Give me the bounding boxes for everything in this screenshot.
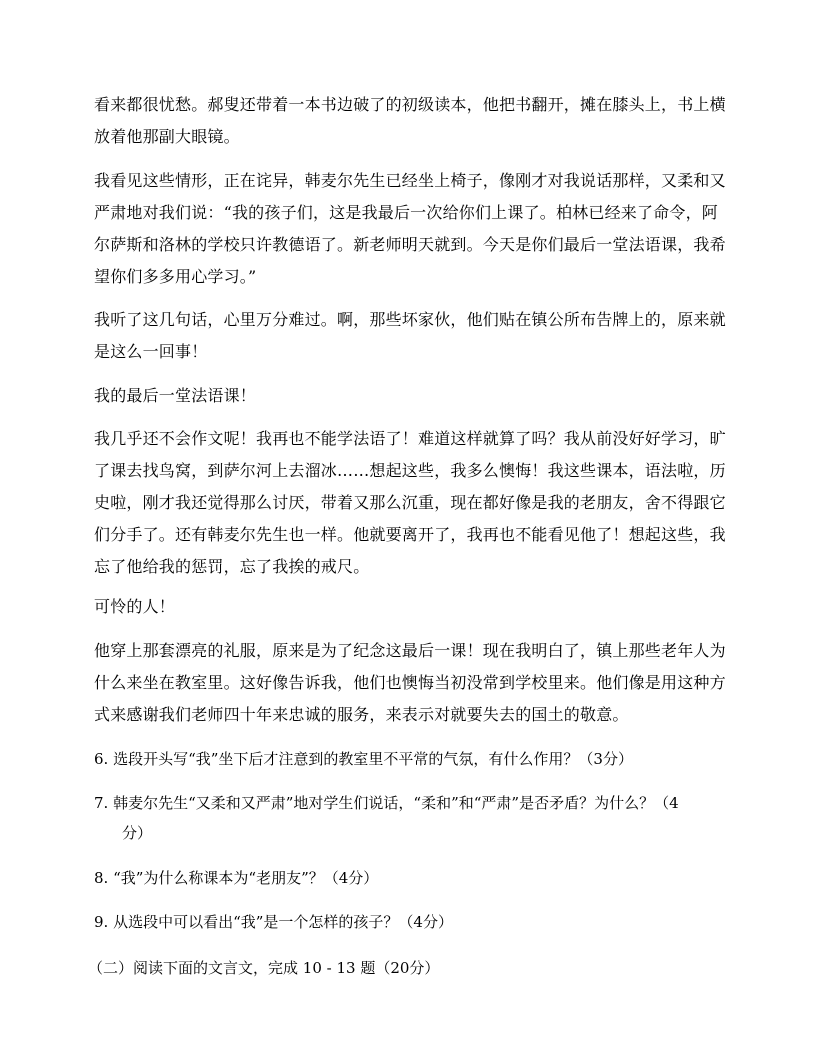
question-8: 8. “我”为什么称课本为“老朋友”？（4分） xyxy=(94,869,379,887)
question-7-line-2: 分） xyxy=(122,824,153,842)
paragraph-1: 看来都很忧愁。郝叟还带着一本书边破了的初级读本，他把书翻开，摊在膝头上，书上横放着他那副大眼镜。 xyxy=(94,95,726,146)
question-6: 6. 选段开头写“我”坐下后才注意到的教室里不平常的气氛，有什么作用？（3分） xyxy=(94,750,633,768)
paragraph-7: 他穿上那套漂亮的礼服，原来是为了纪念这最后一课！现在我明白了，镇上那些老年人为什么来坐在教室里。这好像告诉我，他们也懊悔当初没常到学校里来。他们像是用这种方式来感谢我们老师四十年来忠诚的服务，来表示对就要失去的国土的敬意。 xyxy=(94,641,726,724)
paragraph-6: 可怜的人！ xyxy=(94,597,176,616)
section-heading: （二）阅读下面的文言文，完成 10 - 13 题（20分） xyxy=(88,959,440,977)
paragraph-5: 我几乎还不会作文呢！我再也不能学法语了！难道这样就算了吗？我从前没好好学习，旷了课去找鸟窝，到萨尔河上去溜冰……想起这些，我多么懊悔！我这些课本，语法啦，历史啦，刚才我还觉得那么讨厌，带着又那么沉重，现在都好像是我的老朋友，舍不得跟它们分手了。还有韩麦尔先生也一样。他就要离开了，我再也不能看见他了！想起这些，我忘了他给我的惩罚，忘了我挨的戒尺。 xyxy=(94,429,726,576)
question-7-line-1: 7. 韩麦尔先生“又柔和又严肃”地对学生们说话，“柔和”和“严肃”是否矛盾？为什么？（4 xyxy=(94,794,679,812)
paragraph-4: 我的最后一堂法语课！ xyxy=(94,386,257,405)
question-7 xyxy=(94,788,726,848)
paragraph-3: 我听了这几句话，心里万分难过。啊，那些坏家伙，他们贴在镇公所布告牌上的，原来就是这么一回事！ xyxy=(94,310,726,361)
question-9: 9. 从选段中可以看出“我”是一个怎样的孩子？（4分） xyxy=(94,913,453,931)
paragraph-2: 我看见这些情形，正在诧异，韩麦尔先生已经坐上椅子，像刚才对我说话那样，又柔和又严肃地对我们说：“我的孩子们，这是我最后一次给你们上课了。柏林已经来了命令，阿尔萨斯和洛林的学校只许教德语了。新老师明天就到。今天是你们最后一堂法语课，我希望你们多多用心学习。” xyxy=(94,171,726,286)
